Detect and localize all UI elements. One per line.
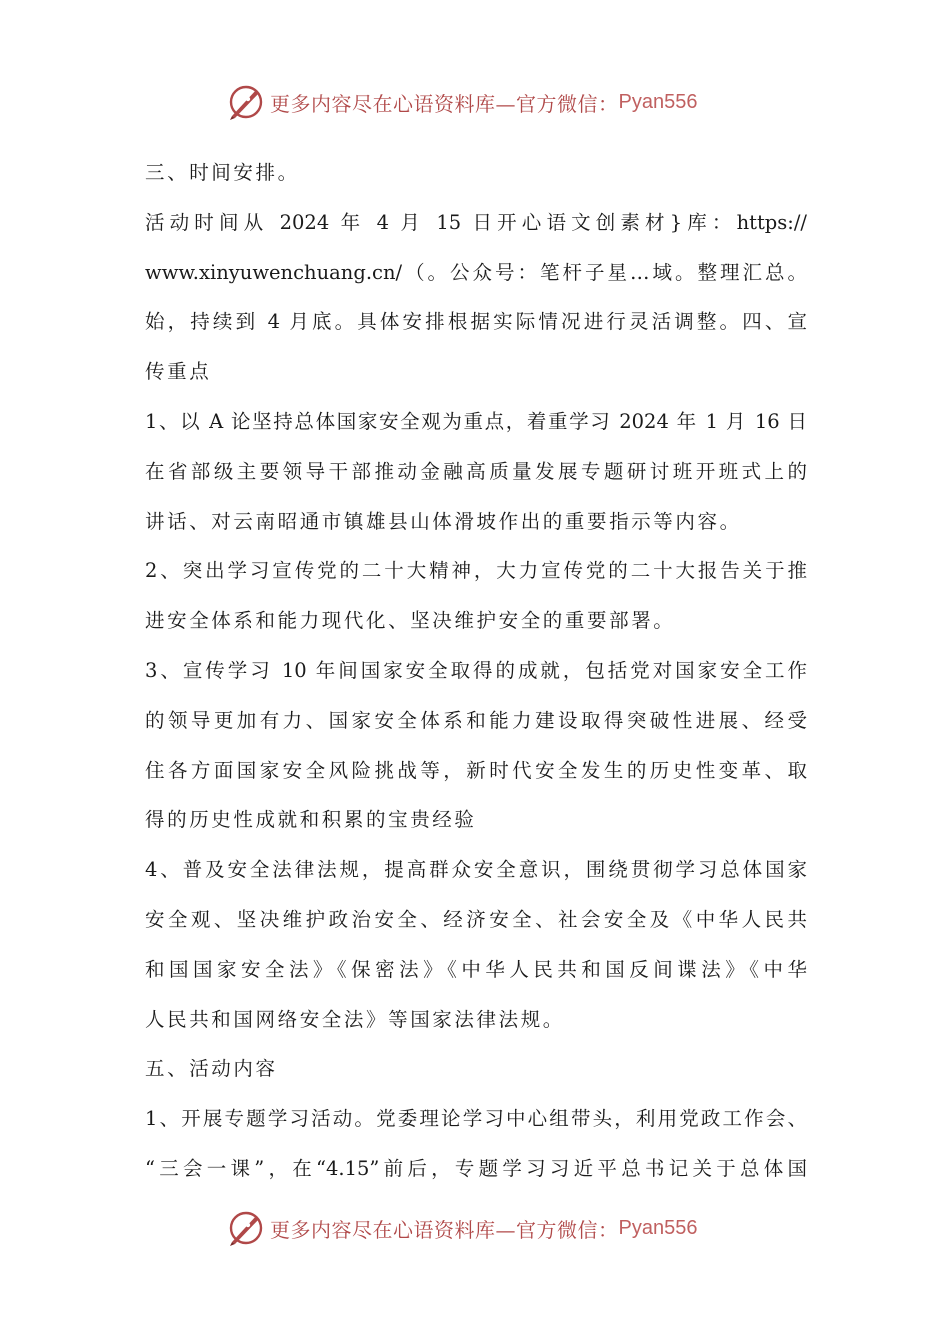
- text-line: 得的历史性成就和积累的宝贵经验: [145, 808, 477, 832]
- text-line: 始，持续到 4 月底。具体安排根据实际情况进行灵活调整。四、宣: [145, 310, 807, 334]
- text-line: 三、时间安排。: [145, 161, 300, 184]
- text-line: www.xinyuwenchuang.cn/（。公众号：笔杆子星…域。整理汇总。: [145, 260, 807, 284]
- header-watermark-banner: [226, 80, 746, 124]
- pen-logo-icon: [226, 1208, 266, 1248]
- banner-text: 更多内容尽在心语资料库—官方微信：: [270, 91, 619, 116]
- text-line: 在省部级主要领导干部推动金融高质量发展专题研讨班开班式上的: [145, 459, 807, 483]
- banner-wechat-id: Pyan556: [618, 90, 698, 113]
- banner-text: 更多内容尽在心语资料库—官方微信：: [270, 1217, 619, 1242]
- text-line: 3、宣传学习 10 年间国家安全取得的成就，包括党对国家安全工作: [145, 658, 807, 682]
- text-line: 五、活动内容: [145, 1057, 278, 1081]
- text-line: 1、开展专题学习活动。党委理论学习中心组带头，利用党政工作会、: [145, 1107, 807, 1131]
- text-line: 传重点: [145, 360, 212, 384]
- text-line: 讲话、对云南昭通市镇雄县山体滑坡作出的重要指示等内容。: [145, 509, 742, 533]
- text-line: 进安全体系和能力现代化、坚决维护安全的重要部署。: [145, 609, 676, 633]
- text-line: 的领导更加有力、国家安全体系和能力建设取得突破性进展、经受: [145, 708, 807, 732]
- text-line: 1、以 A 论坚持总体国家安全观为重点，着重学习 2024 年 1 月 16 日: [145, 409, 807, 433]
- banner-wechat-id: Pyan556: [618, 1216, 698, 1239]
- pen-logo-icon: [226, 82, 266, 122]
- text-line: 人民共和国网络安全法》等国家法律法规。: [145, 1007, 565, 1031]
- text-line: 安全观、坚决维护政治安全、经济安全、社会安全及《中华人民共: [145, 907, 807, 931]
- text-line: 活动时间从 2024 年 4 月 15 日开心语文创素材}库：https://: [145, 210, 807, 234]
- text-line: 和国国家安全法》《保密法》《中华人民共和国反间谍法》《中华: [145, 957, 807, 981]
- text-line: 2、突出学习宣传党的二十大精神，大力宣传党的二十大报告关于推: [145, 559, 807, 583]
- document-body: [145, 148, 807, 1194]
- text-line: 4、普及安全法律法规，提高群众安全意识，围绕贯彻学习总体国家: [145, 858, 807, 882]
- text-line: “三会一课”，在“4.15”前后，专题学习习近平总书记关于总体国: [145, 1156, 807, 1180]
- text-line: 住各方面国家安全风险挑战等，新时代安全发生的历史性变革、取: [145, 758, 807, 782]
- footer-watermark-banner: [226, 1206, 746, 1250]
